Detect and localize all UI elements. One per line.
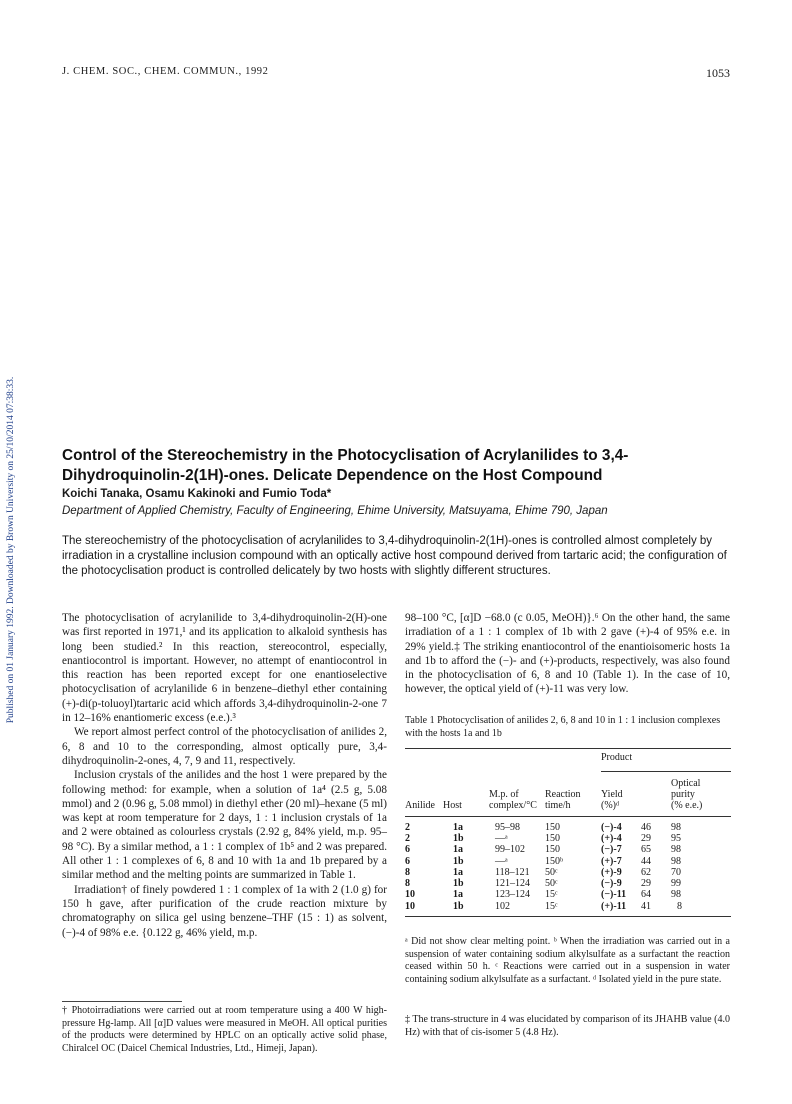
footnote-left: † Photoirradiations were carried out at room temperature using a 400 W high-pressure Hg-lamp. All [α]D values were measured in MeOH. All optical purities of the products were determined by HPLC on an optically active solid phase, Chiralcel OC (Daicel Chemical Industries, Ltd., Himeji, Japan). <box>62 1005 387 1054</box>
table-cell: 70 <box>671 866 681 878</box>
table-caption: Table 1 Photocyclisation of anilides 2, 6, 8 and 10 in 1 : 1 inclusion complexes with the hosts 1a and 1b <box>405 715 721 739</box>
table-cell: (+)-9 <box>601 866 622 878</box>
table-cell: 99–102 <box>495 844 525 856</box>
table-cell: 1a <box>453 844 463 856</box>
table-cell: 50ᶜ <box>545 878 558 890</box>
table-cell: 29 <box>641 878 651 890</box>
table-cell: (+)-11 <box>601 900 627 912</box>
table-cell: 98 <box>671 821 681 833</box>
table-cell: 50ᶜ <box>545 866 558 878</box>
column-header: Host <box>443 800 462 812</box>
column-header: Optical <box>671 777 701 789</box>
table-footnotes: ᵃ Did not show clear melting point. ᵇ When the irradiation was carried out in a suspension of water containing sodium alkylsulfate as a surfactant the reaction ceased within 50 h. ᶜ Reactions were carried out in a suspension in water containing sodium alkylsulfate as a surfactant. ᵈ Isolated yield in the pure state. <box>405 936 730 985</box>
table-header-row <box>405 749 731 764</box>
table-cell: 44 <box>641 855 651 867</box>
column-header: (% e.e.) <box>671 800 703 812</box>
table-cell: 62 <box>641 866 651 878</box>
article-affiliation: Department of Applied Chemistry, Faculty of Engineering, Ehime University, Matsuyama, Ehime 790, Japan <box>62 505 608 517</box>
table-row <box>405 833 731 844</box>
table-cell: 95 <box>671 832 681 844</box>
table-row <box>405 816 731 833</box>
table-cell: 2 <box>405 832 410 844</box>
table-row <box>405 901 731 917</box>
column-header: complex/°C <box>489 800 537 812</box>
table-cell: 8 <box>405 866 410 878</box>
table-row <box>405 844 731 855</box>
article-title: Control of the Stereochemistry in the Photocyclisation of Acrylanilides to 3,4-Dihydroquinolin-2(1H)-ones. Delicate Dependence on the Host Compound <box>62 447 629 484</box>
column-header: Reaction <box>545 789 581 801</box>
table-cell: 10 <box>405 889 415 901</box>
table-cell: 1b <box>453 878 464 890</box>
table-cell: 2 <box>405 821 410 833</box>
product-group-header: Product <box>601 752 633 763</box>
table-cell: 6 <box>405 855 410 867</box>
table-cell: 121–124 <box>495 878 530 890</box>
journal-header: J. CHEM. SOC., CHEM. COMMUN., 1992 <box>62 66 269 77</box>
column-header: purity <box>671 789 695 801</box>
footnote-right: ‡ The trans-structure in 4 was elucidated by comparison of its JHAHB value (4.0 Hz) with that of cis-isomer 5 (4.8 Hz). <box>405 1014 730 1038</box>
page-number: 1053 <box>706 66 730 80</box>
table-cell: 1b <box>453 832 464 844</box>
table-cell: (−)-4 <box>601 821 622 833</box>
table-cell: 99 <box>671 878 681 890</box>
table-row <box>405 867 731 878</box>
article-authors: Koichi Tanaka, Osamu Kakinoki and Fumio Toda* <box>62 488 332 500</box>
body-paragraph: Inclusion crystals of the anilides and the host 1 were prepared by the following method: for example, when a solution of 1a⁴ (2.5 g, 5.08 mmol) and 2 (0.96 g, 5.08 mmol) in diethyl ether (20 ml)–hexane (5 ml) was kept at room temperature for 2 days, 1 : 1 inclusion crystals of 1a and 2 were obtained as colourless crystals (2.92 g, 84% yield, m.p. 95–98 °C). By a similar method, a 1 : 1 complex of 1b⁵ and 2 was prepared. All other 1 : 1 complexes of 6, 8 and 10 with 1a and 1b prepared by a similar method and the melting points are summarized in Table 1. <box>62 769 387 882</box>
table-cell: 8 <box>677 900 682 912</box>
table-cell: 1a <box>453 866 463 878</box>
table-cell: 1b <box>453 900 464 912</box>
table-cell: 10 <box>405 900 415 912</box>
article-abstract: The stereochemistry of the photocyclisation of acrylanilides to 3,4-dihydroquinolin-2(1H)-ones is controlled almost completely by irradiation in a crystalline inclusion compound with an optically active host compound derived from tartaric acid; the configuration of the photocyclisation product is controlled delicately by two hosts with slightly different structures. <box>62 535 727 577</box>
table-cell: 98 <box>671 844 681 856</box>
download-watermark-text: Published on 01 January 1992. Downloaded by Brown University on 25/10/2014 07:38:33. <box>6 376 16 724</box>
table-cell: 150 <box>545 844 560 856</box>
table-cell: 46 <box>641 821 651 833</box>
footnote-rule <box>62 1001 182 1002</box>
table-cell: (−)-7 <box>601 844 622 856</box>
body-left-column <box>62 611 387 940</box>
table-row <box>405 878 731 889</box>
table-cell: 8 <box>405 878 410 890</box>
table-cell: 98 <box>671 855 681 867</box>
body-paragraph: 98–100 °C, [α]D −68.0 (c 0.05, MeOH)}.⁶ On the other hand, the same irradiation of a 1 : 1 complex of 1b with 2 gave (+)-4 of 95% e.e. in 29% yield.‡ The striking enantiocontrol of the enantioisomeric hosts 1a and 1b to afford the (−)- and (+)-products, respectively, was also found in the photocyclisation of 6, 8 and 10 (Table 1). In the case of 10, however, the optical yield of (+)-11 was very low. <box>405 612 730 696</box>
column-header: Yield <box>601 789 623 801</box>
table-cell: 41 <box>641 900 651 912</box>
table-cell: 1b <box>453 855 464 867</box>
table-cell: (+)-7 <box>601 855 622 867</box>
table-row <box>405 889 731 900</box>
column-header: Anilide <box>405 800 435 812</box>
table-cell: 1a <box>453 821 463 833</box>
results-table <box>405 748 731 917</box>
table-cell: (+)-4 <box>601 832 622 844</box>
table-row <box>405 856 731 867</box>
body-paragraph: We report almost perfect control of the photocyclisation of anilides 2, 6, 8 and 10 to the corresponding, almost optically pure, 3,4-dihydroquinolin-2-ones, 4, 7, 9 and 11, respectively. <box>62 726 387 767</box>
column-header: time/h <box>545 800 571 812</box>
table-cell: (−)-11 <box>601 889 627 901</box>
table-cell: 15ᶜ <box>545 900 558 912</box>
table-cell: (−)-9 <box>601 878 622 890</box>
column-header: M.p. of <box>489 789 519 801</box>
table-cell: 64 <box>641 889 651 901</box>
table-cell: 6 <box>405 844 410 856</box>
download-watermark <box>4 250 18 850</box>
table-cell: —ᵃ <box>495 855 508 867</box>
table-cell: 15ᶜ <box>545 889 558 901</box>
table-cell: 95–98 <box>495 821 520 833</box>
table-cell: 150ᵇ <box>545 855 564 867</box>
table-cell: 150 <box>545 821 560 833</box>
table-cell: 98 <box>671 889 681 901</box>
body-right-column <box>405 611 730 697</box>
table-cell: 123–124 <box>495 889 530 901</box>
table-cell: 1a <box>453 889 463 901</box>
table-cell: 102 <box>495 900 510 912</box>
table-cell: 150 <box>545 832 560 844</box>
body-paragraph: Irradiation† of finely powdered 1 : 1 complex of 1a with 2 (1.0 g) for 150 h gave, after purification of the crude reaction mixture by chromatography on silica gel using benzene–THF (15 : 1) as solvent, (−)-4 of 98% e.e. {0.122 g, 46% yield, m.p. <box>62 883 387 939</box>
body-paragraph: The photocyclisation of acrylanilide to 3,4-dihydroquinolin-2(H)-one was first reported in 1971,¹ and its application to alkaloid synthesis has long been studied.² In this reaction, stereocontrol, especially, enantiocontrol is important. However, no attempt of enantiocontrol in this reaction has been reported except for one enantioselective photocyclisation of acrylanilide 6 in benzene–diethyl ether containing (+)-di(p-toluoyl)tartaric acid which affords 3,4-dihydroquinolin-2-one 7 in 12–16% enantiomeric excess (e.e.).³ <box>62 612 387 725</box>
table-cell: 118–121 <box>495 866 530 878</box>
column-header: (%)ᵈ <box>601 800 620 812</box>
table-cell: 29 <box>641 832 651 844</box>
table-cell: 65 <box>641 844 651 856</box>
table-cell: —ᵃ <box>495 832 508 844</box>
